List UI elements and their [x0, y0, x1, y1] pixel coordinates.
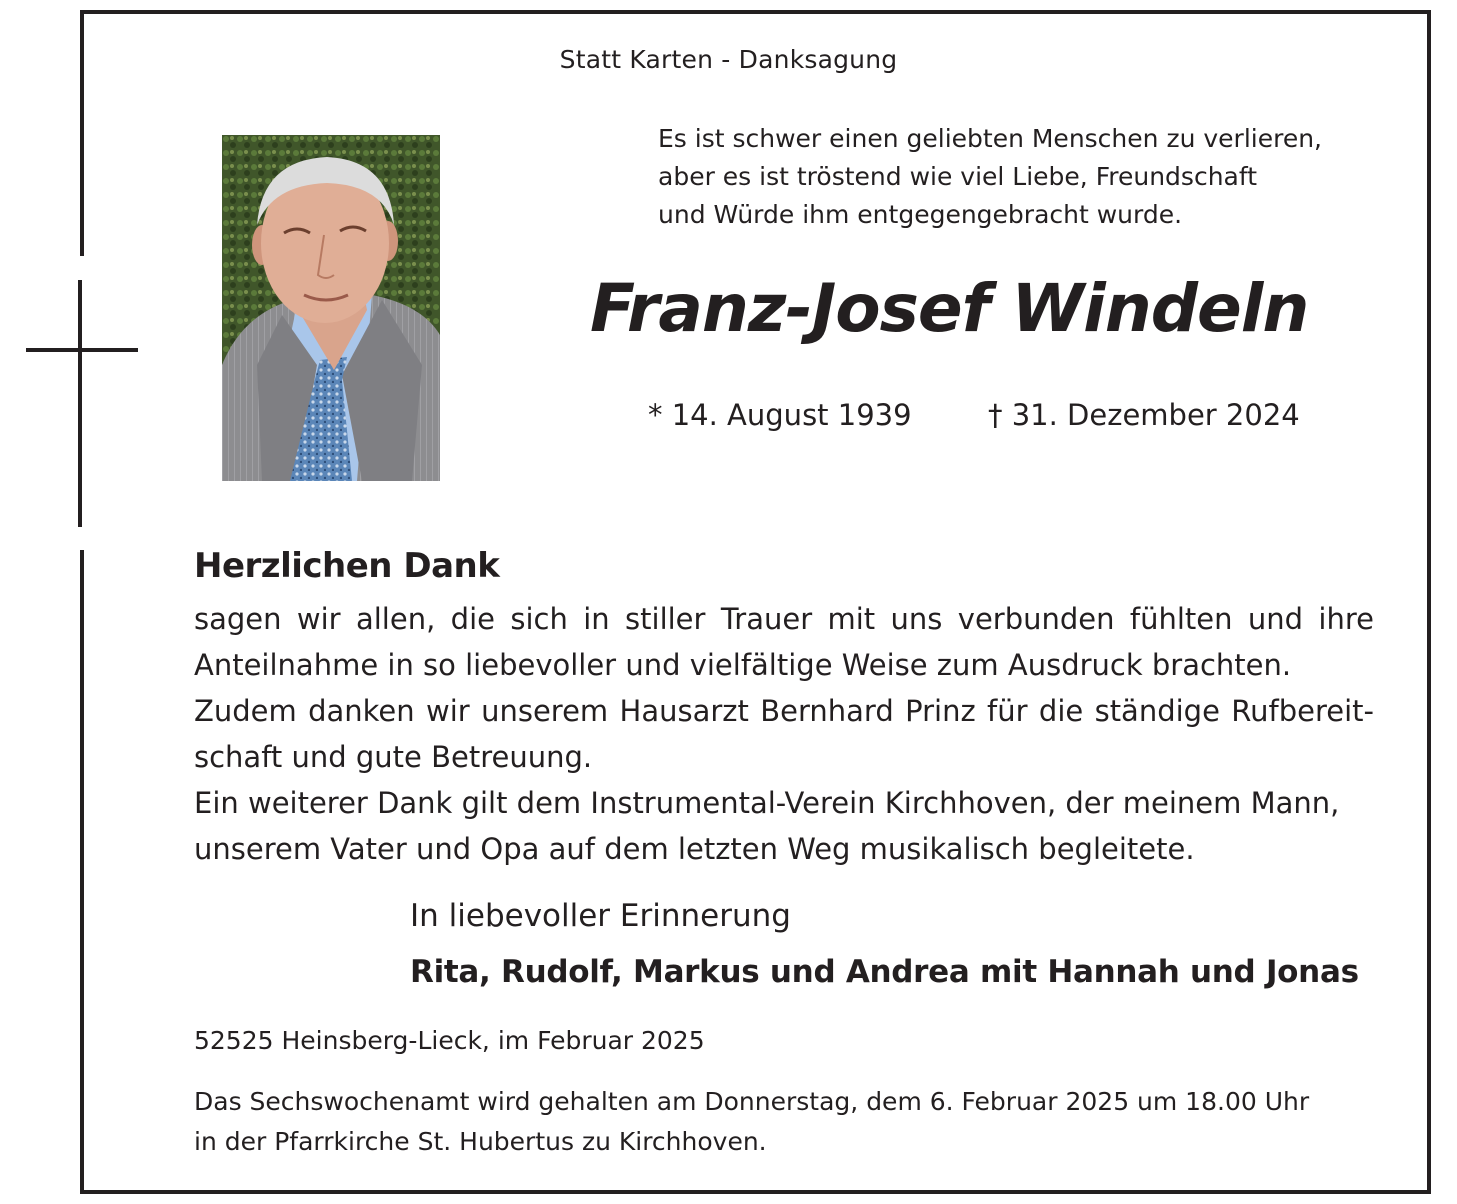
thanks-line: schaft und gute Betreuung.: [194, 740, 593, 774]
notice-line: Das Sechswochenamt wird gehalten am Donnerstag, dem 6. Februar 2025 um 18.00 Uhr: [194, 1087, 1310, 1116]
cross-icon-horizontal: [26, 348, 138, 352]
thanks-line: sagen wir allen, die sich in stiller Trauer mit uns verbunden fühlten und ihre: [194, 602, 1374, 636]
birth-date: * 14. August 1939: [648, 398, 912, 432]
place-date: 52525 Heinsberg-Lieck, im Februar 2025: [194, 1026, 705, 1055]
thanks-line: Anteilnahme in so liebevoller und vielfältige Weise zum Ausdruck brachten.: [194, 648, 1292, 682]
cross-icon-vertical: [78, 280, 82, 527]
thanks-body: [194, 596, 1374, 872]
quote-line: und Würde ihm entgegengebracht wurde.: [658, 200, 1183, 229]
deceased-name: Franz-Josef Windeln: [590, 270, 1309, 347]
family-names: Rita, Rudolf, Markus und Andrea mit Hannah und Jonas: [410, 954, 1359, 990]
quote-line: aber es ist tröstend wie viel Liebe, Freundschaft: [658, 162, 1258, 191]
portrait-photo: [222, 135, 440, 481]
death-date: † 31. Dezember 2024: [988, 398, 1300, 432]
thanks-line: Zudem danken wir unserem Hausarzt Bernhard Prinz für die ständige Rufbereit-: [194, 694, 1374, 728]
header-title: Statt Karten - Danksagung: [559, 45, 898, 74]
thanks-line: Ein weiterer Dank gilt dem Instrumental-Verein Kirchhoven, der meinem Mann,: [194, 786, 1340, 820]
memory-line: In liebevoller Erinnerung: [410, 898, 791, 934]
quote-block: [658, 120, 1398, 234]
quote-line: Es ist schwer einen geliebten Menschen zu verlieren,: [658, 124, 1322, 153]
thanks-heading: Herzlichen Dank: [194, 546, 500, 586]
thanks-line: unserem Vater und Opa auf dem letzten Weg musikalisch begleitete.: [194, 832, 1195, 866]
notice-line: in der Pfarrkirche St. Hubertus zu Kirchhoven.: [194, 1127, 767, 1156]
mass-notice: [194, 1082, 1374, 1162]
